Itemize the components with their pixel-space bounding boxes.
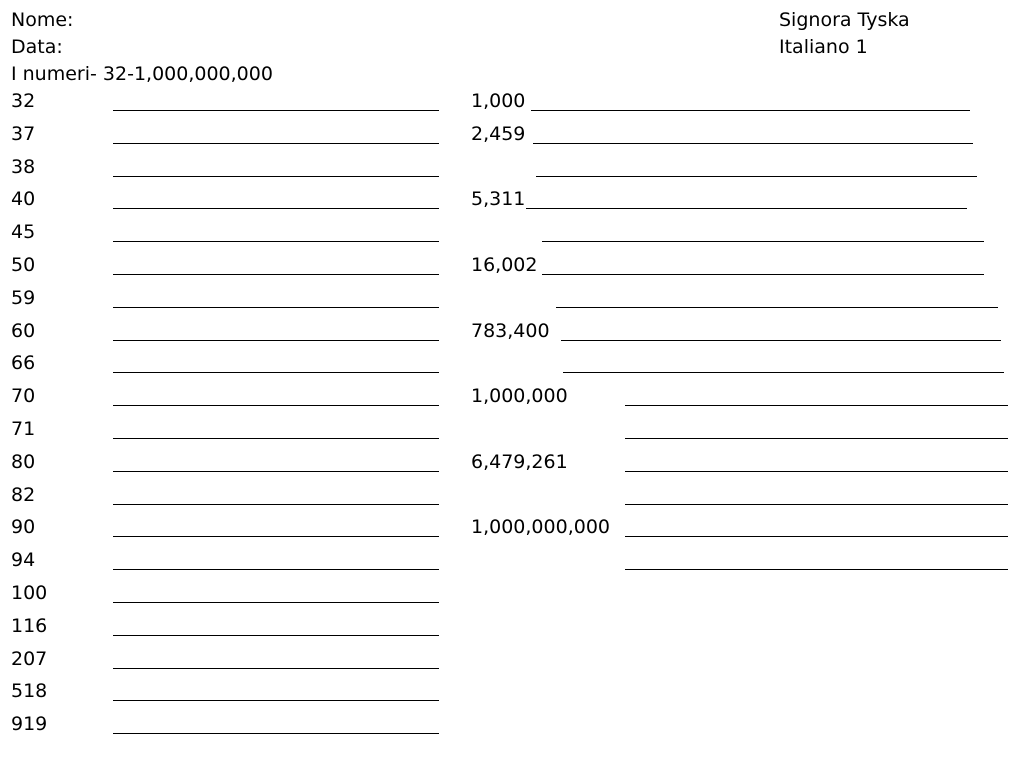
number-label: 16,002	[471, 254, 538, 276]
number-label: 5,311	[471, 188, 526, 211]
date-label: Data:	[11, 36, 63, 58]
number-label: 82	[11, 483, 36, 506]
answer-line[interactable]	[113, 635, 439, 636]
number-label: 6,479,261	[471, 450, 568, 473]
number-label: 70	[11, 385, 36, 408]
answer-line[interactable]	[113, 504, 439, 505]
number-label: 518	[11, 680, 48, 703]
answer-line[interactable]	[561, 340, 1001, 341]
number-label: 45	[11, 221, 36, 244]
answer-line[interactable]	[113, 700, 439, 701]
answer-line[interactable]	[113, 438, 439, 439]
number-label: 116	[11, 614, 48, 637]
number-label: 59	[11, 286, 36, 309]
answer-line[interactable]	[542, 241, 984, 242]
number-label: 32	[11, 90, 36, 112]
number-label: 37	[11, 122, 36, 145]
answer-line[interactable]	[113, 668, 439, 669]
answer-line[interactable]	[113, 536, 439, 537]
answer-line[interactable]	[625, 504, 1008, 505]
answer-line[interactable]	[625, 471, 1008, 472]
number-label: 66	[11, 352, 36, 375]
number-label: 919	[11, 713, 48, 736]
answer-line[interactable]	[113, 143, 439, 144]
course-name: Italiano 1	[779, 36, 868, 58]
answer-line[interactable]	[113, 602, 439, 603]
answer-line[interactable]	[113, 241, 439, 242]
number-label: 94	[11, 549, 36, 572]
teacher-name: Signora Tyska	[779, 9, 910, 31]
number-label: 80	[11, 450, 36, 473]
number-label: 50	[11, 254, 36, 276]
answer-line[interactable]	[556, 307, 998, 308]
answer-line[interactable]	[113, 733, 439, 734]
answer-line[interactable]	[625, 536, 1008, 537]
answer-line[interactable]	[113, 110, 439, 111]
number-label: 100	[11, 582, 48, 604]
answer-line[interactable]	[113, 274, 439, 275]
answer-line[interactable]	[113, 176, 439, 177]
number-label: 1,000,000,000	[471, 516, 611, 539]
number-label: 71	[11, 418, 36, 440]
worksheet-title: I numeri- 32-1,000,000,000	[11, 63, 273, 85]
answer-line[interactable]	[625, 569, 1008, 570]
answer-line[interactable]	[531, 110, 970, 111]
answer-line[interactable]	[113, 208, 439, 209]
answer-line[interactable]	[113, 405, 439, 406]
answer-line[interactable]	[536, 176, 977, 177]
answer-line[interactable]	[113, 307, 439, 308]
answer-line[interactable]	[625, 405, 1008, 406]
answer-line[interactable]	[542, 274, 984, 275]
number-label: 38	[11, 155, 36, 178]
number-label: 2,459	[471, 122, 526, 145]
number-label: 207	[11, 647, 48, 670]
name-label: Nome:	[11, 9, 74, 31]
number-label: 40	[11, 188, 36, 211]
answer-line[interactable]	[526, 208, 967, 209]
answer-line[interactable]	[113, 471, 439, 472]
number-label: 90	[11, 516, 36, 539]
number-label: 783,400	[471, 319, 550, 342]
number-label: 60	[11, 319, 36, 342]
number-label: 1,000,000	[471, 385, 568, 408]
answer-line[interactable]	[533, 143, 973, 144]
answer-line[interactable]	[113, 340, 439, 341]
answer-line[interactable]	[625, 438, 1008, 439]
number-label: 1,000	[471, 90, 526, 112]
answer-line[interactable]	[113, 372, 439, 373]
answer-line[interactable]	[563, 372, 1004, 373]
answer-line[interactable]	[113, 569, 439, 570]
